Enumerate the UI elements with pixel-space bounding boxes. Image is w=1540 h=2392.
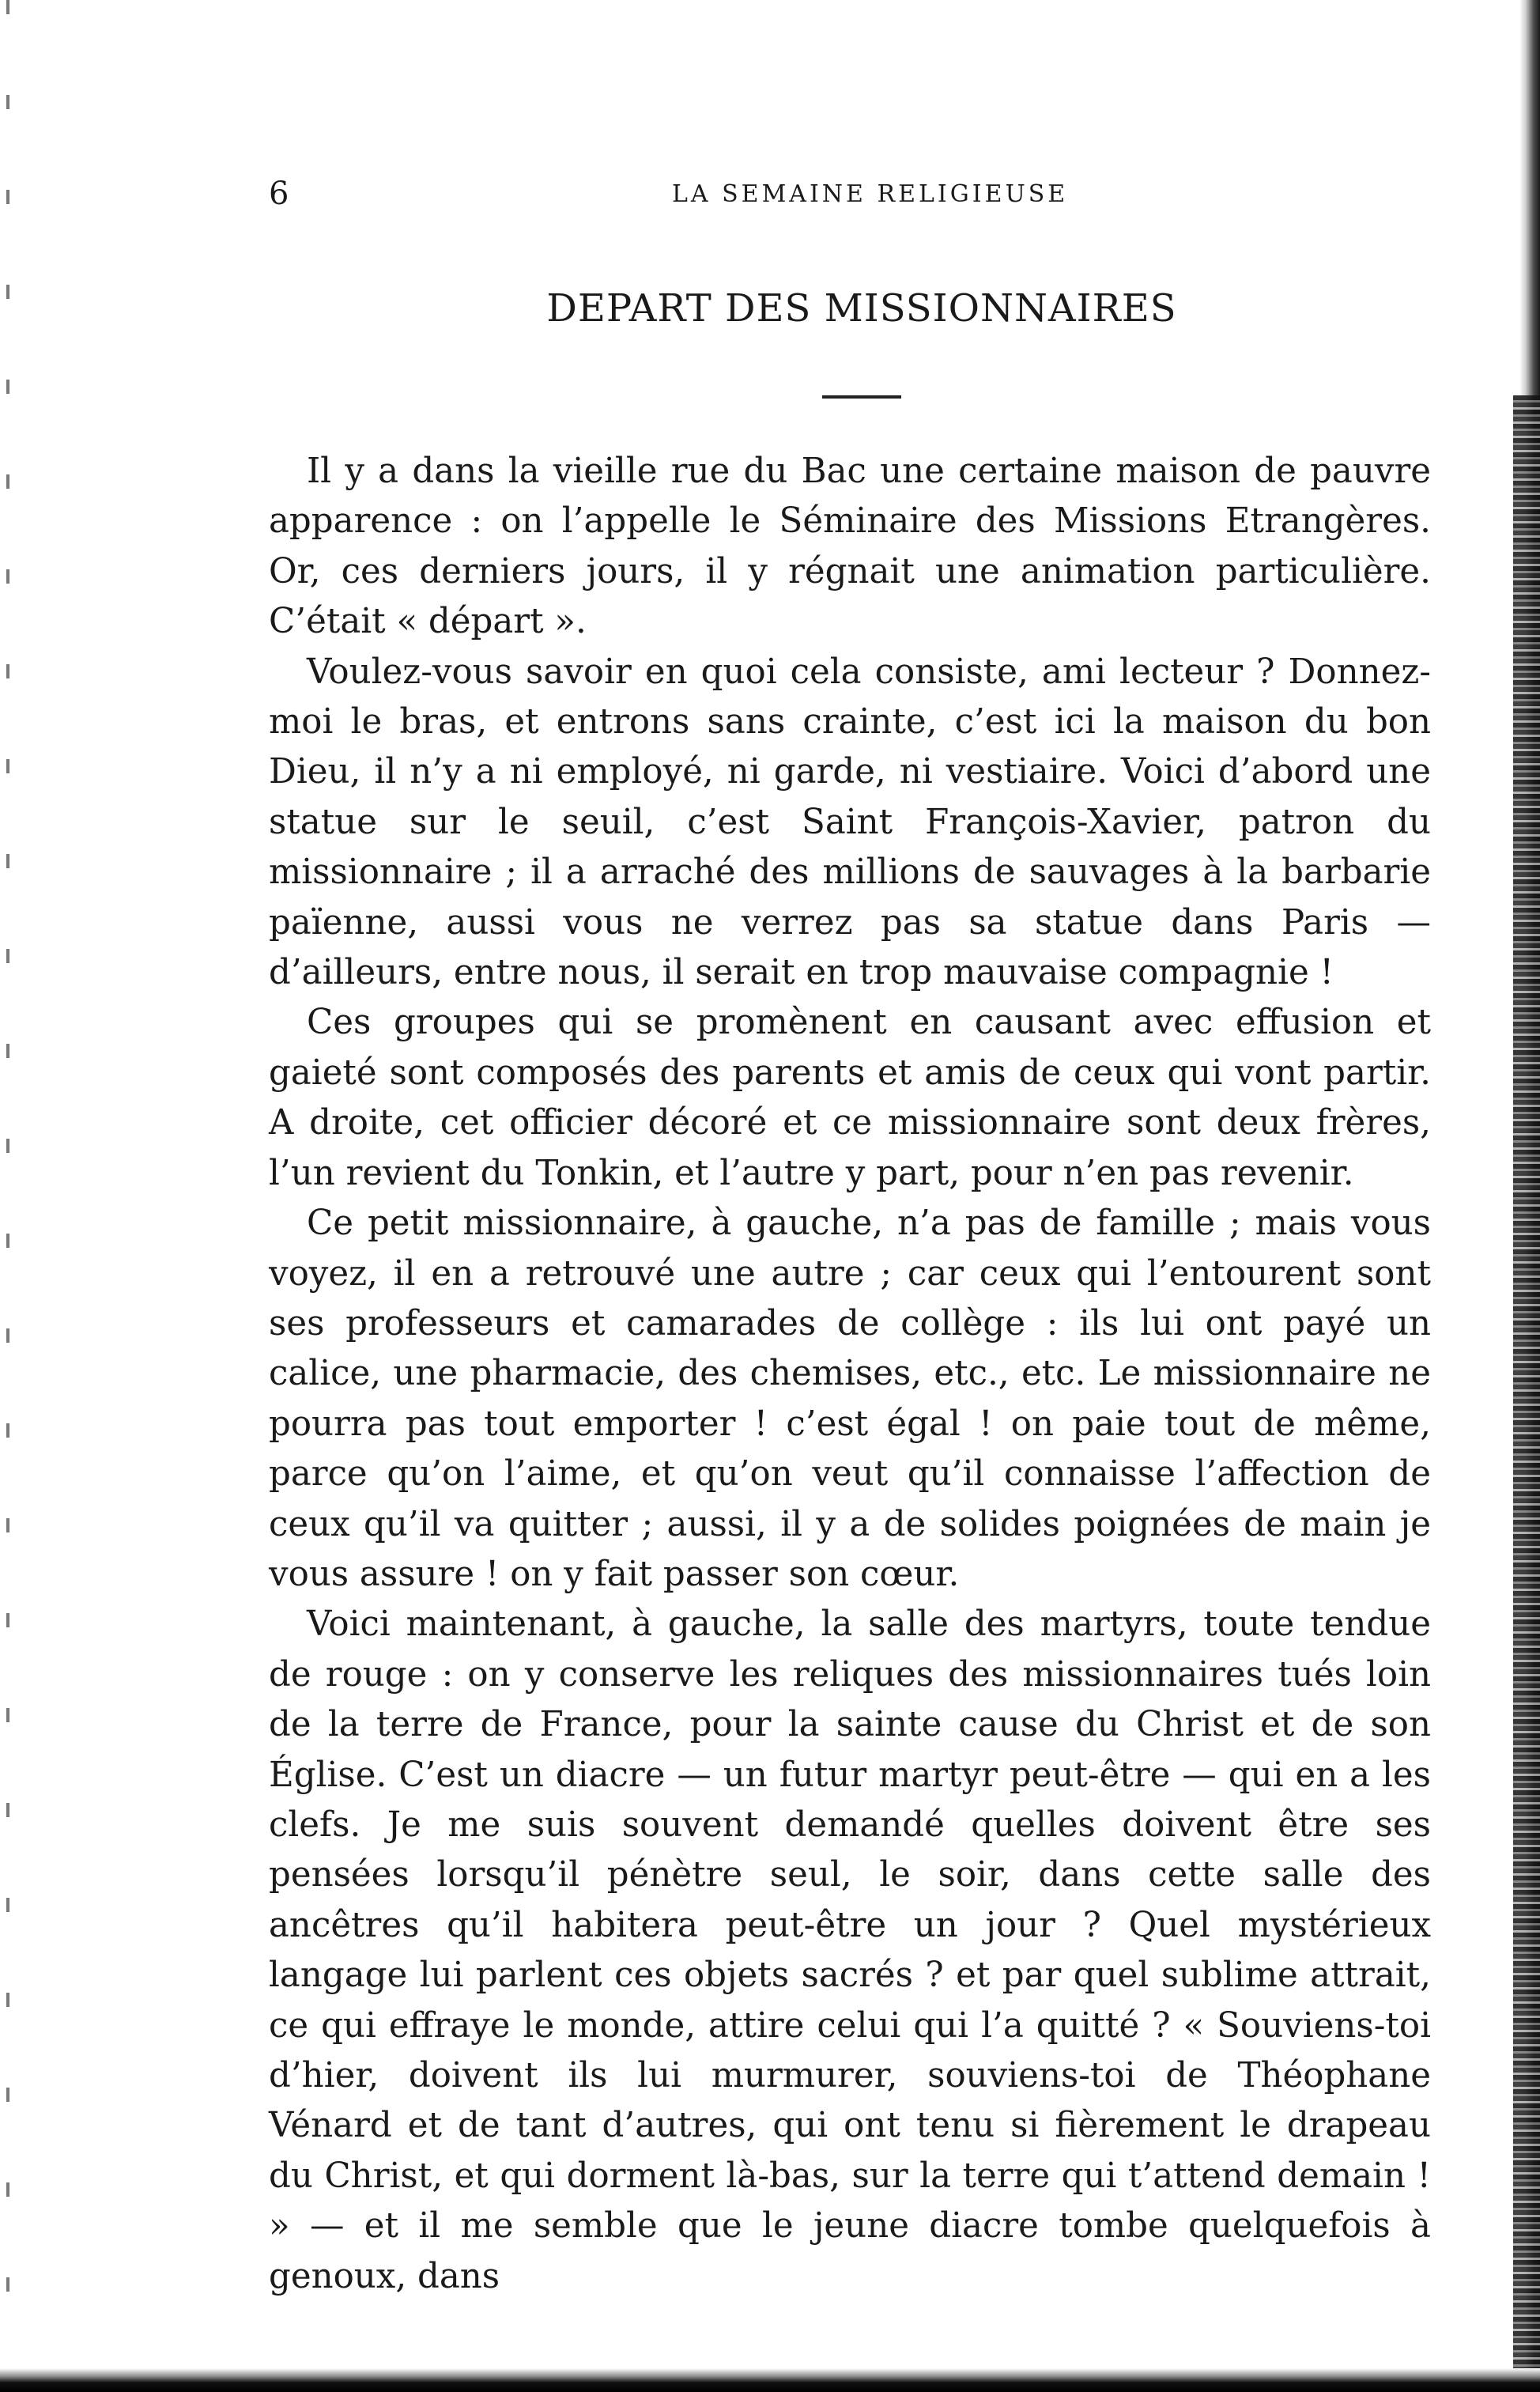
article-title: DEPART DES MISSIONNAIRES	[546, 286, 1177, 331]
scan-left-edge	[6, 0, 9, 2333]
scan-bottom-edge	[0, 2368, 1540, 2392]
article-body	[269, 447, 1431, 2302]
running-title: LA SEMAINE RELIGIEUSE	[672, 180, 1069, 208]
running-head	[269, 178, 1455, 210]
paragraph: Il y a dans la vieille rue du Bac une certaine maison de pauvre apparence : on l’appelle le Séminaire des Missions Etrangères. Or, ces derniers jours, il y régnait une animation particulière. C’était « départ ».	[269, 452, 1431, 642]
paragraph: Ces groupes qui se promènent en causant avec effusion et gaieté sont composés des parents et amis de ceux qui vont partir. A droite, cet officier décoré et ce missionnaire sont deux frères, l’un revient du Tonkin, et l’autre y part, pour n’en pas revenir.	[269, 1003, 1431, 1193]
title-rule	[822, 395, 901, 399]
paragraph: Ce petit missionnaire, à gauche, n’a pas de famille ; mais vous voyez, il en a retrouvé une autre ; car ceux qui l’entourent sont ses professeurs et camarades de collège : ils lui ont payé un calice, une pharmacie, des chemises, etc., etc. Le missionnaire ne pourra pas tout emporter ! c’est égal ! on paie tout de même, parce qu’on l’aime, et qu’on veut qu’il connaisse l’affection de ceux qu’il va quitter ; aussi, il y a de solides poignées de main je vous assure ! on y fait passer son cœur.	[269, 1204, 1431, 1594]
paragraph: Voici maintenant, à gauche, la salle des martyrs, toute tendue de rouge : on y conserve les reliques des missionnaires tués loin de la terre de France, pour la sainte cause du Christ et de son Église. C’est un diacre — un futur martyr peut-être — qui en a les clefs. Je me suis souvent demandé quelles doivent être ses pensées lorsqu’il pénètre seul, le soir, dans cette salle des ancêtres qu’il habitera peut-être un jour ? Quel mystérieux langage lui parlent ces objets sacrés ? et par quel sublime attrait, ce qui effraye le monde, attire celui qui l’a quitté ? « Souviens-toi d’hier, doivent ils lui murmurer, souviens-toi de Théophane Vénard et de tant d’autres, qui ont tenu si fièrement le drapeau du Christ, et qui dorment là-bas, sur la terre qui t’attend demain ! » — et il me semble que le jeune diacre tombe quelquefois à genoux, dans	[269, 1604, 1431, 2296]
page-number: 6	[269, 176, 289, 212]
paragraph: Voulez-vous savoir en quoi cela consiste, ami lecteur ? Donnez-moi le bras, et entrons sans crainte, c’est ici la maison du bon Dieu, il n’y a ni employé, ni garde, ni vestiaire. Voici d’abord une statue sur le seuil, c’est Saint François-Xavier, patron du missionnaire ; il a arraché des millions de sauvages à la barbarie païenne, aussi vous ne verrez pas sa statue dans Paris — d’ailleurs, entre nous, il serait en trop mauvaise compagnie !	[269, 652, 1431, 993]
scan-right-edge-noise	[1513, 395, 1540, 2392]
